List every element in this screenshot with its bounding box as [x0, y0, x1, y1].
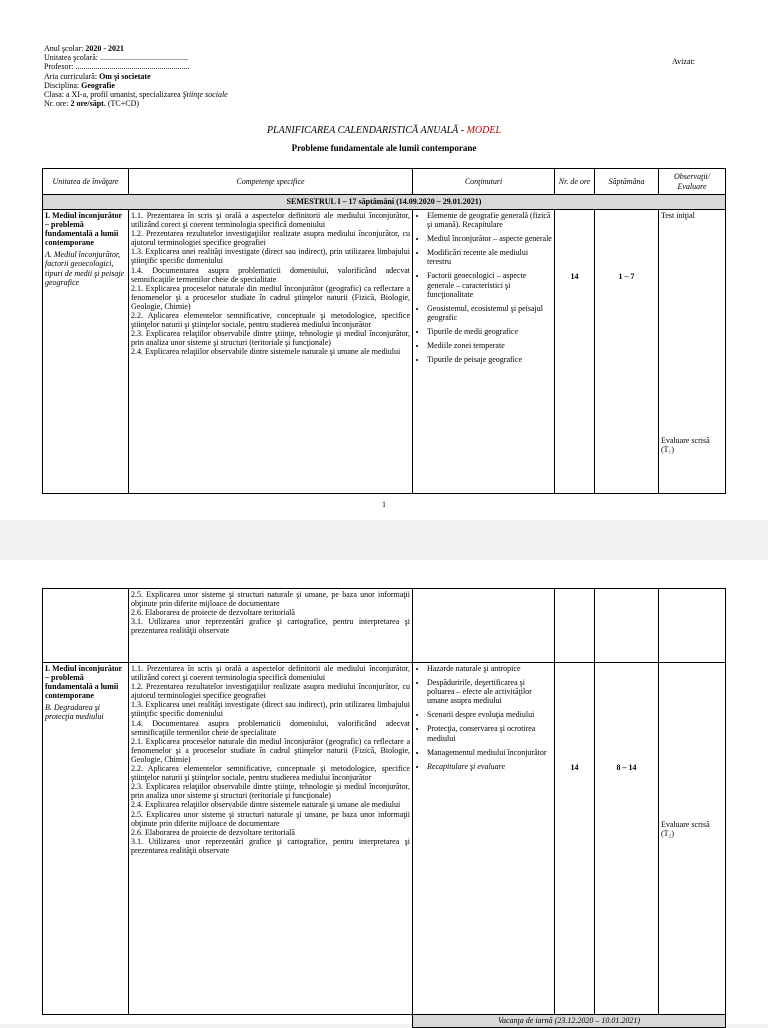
col-header-contents: Conţinuturi — [413, 169, 555, 195]
content-item: • Hazarde naturale şi antropice — [427, 664, 552, 673]
table-header-row — [43, 169, 726, 195]
competency-item: 2.3. Explicarea relaţiilor observabile dintre ştiinţe, tehnologie şi mediul înconjurător, prin analiza unor sisteme şi structuri (teritoriale şi funcţionale) — [131, 329, 410, 348]
competency-item: 1.4. Documentarea asupra problematicii domeniului, valorificând adecvat semnificaţiile termenilor cheie de specialitate — [131, 718, 410, 737]
col-header-hours: Nr. de ore — [555, 169, 595, 195]
competency-item: 2.1. Explicarea proceselor naturale din mediul înconjurător (geografic) ca reflectare a fenomenelor şi a proceselor studiate în cadrul ştiinţelor naturii (Fizică, Biologie, Geologie, Chimie) — [131, 283, 410, 311]
model-label: MODEL — [466, 125, 502, 136]
unit-title: I. Mediul înconjurător – problemă fundamentală a lumii contemporane — [45, 664, 122, 701]
content-item: • Tipurile de medii geografice — [427, 327, 552, 336]
content-item: • Mediul înconjurător – aspecte generale — [427, 234, 552, 243]
curricular-area: Aria curriculară: Om şi societate — [44, 71, 151, 81]
page-title: PLANIFICAREA CALENDARISTICĂ ANUALĂ - MODEL — [266, 125, 502, 136]
content-item: • Geosistemul, ecosistemul şi peisajul geografic — [427, 304, 552, 322]
hours-info: Nr. ore: 2 ore/săpt. (TC+CD) — [44, 99, 140, 109]
competency-item: 2.1. Explicarea proceselor naturale din mediul înconjurător (geografic) ca reflectare a fenomenelor şi a proceselor studiate în cadrul ştiinţelor naturii (Fizică, Biologie, Geologie, Chimie) — [131, 736, 410, 764]
contents-cell — [413, 210, 555, 494]
competency-item: 3.1. Utilizarea unor reprezentări grafice şi cartografice, pentru interpretarea şi prezentarea realităţii observate — [131, 836, 410, 855]
page-subtitle: Probleme fundamentale ale lumii contemporane — [291, 143, 477, 153]
page-number: 1 — [382, 500, 386, 509]
table-row — [43, 589, 726, 663]
competency-item: 1.2. Prezentarea rezultatelor investigaţiilor realizate asupra mediului înconjurător, cu ajutorul terminologiei specifice geografiei — [131, 229, 410, 248]
initial-test: Test iniţial — [661, 211, 695, 220]
discipline: Disciplina: Geografie — [44, 80, 115, 90]
approval-label: Avizat: — [672, 57, 695, 66]
content-item: • Managementul mediului înconjurător — [427, 748, 552, 757]
semester-row — [43, 195, 726, 210]
col-header-week: Săptămâna — [595, 169, 659, 195]
competency-item: 1.1. Prezentarea în scris şi orală a aspectelor definitorii ale mediului înconjurător, utilizând corect şi coerent terminologia specifică domeniului — [131, 664, 410, 683]
unit-title: I. Mediul înconjurător – problemă fundamentală a lumii contemporane — [45, 211, 122, 248]
competency-item: 1.2. Prezentarea rezultatelor investigaţiilor realizate asupra mediului înconjurător, cu ajutorul terminologiei specifice geografiei — [131, 682, 410, 701]
teacher: Profesor: ......................................................... — [44, 62, 190, 72]
competency-item: 2.4. Explicarea relaţiilor observabile dintre sistemele naturale şi umane ale mediului — [131, 800, 401, 810]
unit-cell — [43, 663, 129, 1015]
content-item: • Despăduririle, deşertificarea şi poluarea – efecte ale activităţilor umane asupra mediului — [427, 678, 552, 705]
class-info: Clasa: a XI-a, profil umanist, specializarea Ştiinţe sociale — [44, 90, 228, 100]
week-cell: 1 – 7 — [595, 210, 659, 494]
content-item: • Protecţia, conservarea şi ocrotirea mediului — [427, 724, 552, 742]
unit-subtitle: A. Mediul înconjurător, factorii geoecologici, tipuri de medii şi peisaje geografice — [45, 250, 125, 287]
competency-item: 2.2. Aplicarea elementelor semnificative, conceptuale şi metodologice, specifice ştiinţelor naturii şi ştiinţelor sociale, pentru studierea mediului înconjurător — [131, 764, 410, 783]
observations-cell — [659, 589, 726, 663]
competency-item: 2.3. Explicarea relaţiilor observabile dintre ştiinţe, tehnologie şi mediul înconjurător, prin analiza unor sisteme şi structuri (teritoriale şi funcţionale) — [131, 782, 410, 801]
content-item: • Factorii geoecologici – aspecte generale – caracteristici şi funcţionalitate — [427, 271, 552, 298]
competency-item: 2.6. Elaborarea de proiecte de dezvoltare teritorială — [131, 827, 295, 837]
table-row — [43, 663, 726, 1015]
content-item: • Elemente de geografie generală (fizică şi umană). Recapitulare — [427, 211, 552, 229]
planning-table-continued — [42, 588, 726, 1015]
evaluation: Evaluare scrisă (T₁) — [661, 436, 710, 455]
competencies-cell — [129, 663, 413, 1015]
hours-cell — [555, 589, 595, 663]
week-cell: 8 – 14 — [595, 663, 659, 1015]
observations-cell — [659, 210, 726, 494]
competency-item: 1.1. Prezentarea în scris şi orală a aspectelor definitorii ale mediului înconjurător, utilizând corect şi coerent terminologia specifică domeniului — [131, 211, 410, 230]
contents-cell — [413, 663, 555, 1015]
vacation-row: Vacanţa de iarnă (23.12.2020 – 10.01.2021) — [412, 1014, 726, 1028]
competency-item: 1.4. Documentarea asupra problematicii domeniului, valorificând adecvat semnificaţiile termenilor cheie de specialitate — [131, 265, 410, 284]
competency-item: 2.6. Elaborarea de proiecte de dezvoltare teritorială — [131, 608, 295, 618]
col-header-unit: Unitatea de învăţare — [43, 169, 129, 195]
competency-item: 2.4. Explicarea relaţiilor observabile dintre sistemele naturale şi umane ale mediului — [131, 347, 401, 357]
planning-table — [42, 168, 726, 494]
competency-item: 3.1. Utilizarea unor reprezentări grafice şi cartografice, pentru interpretarea şi prezentarea realităţii observate — [131, 617, 410, 636]
col-header-competencies: Competenţe specifice — [129, 169, 413, 195]
hours-cell: 14 — [555, 663, 595, 1015]
document-header — [44, 44, 228, 108]
week-cell — [595, 589, 659, 663]
contents-cell — [413, 589, 555, 663]
observations-cell — [659, 663, 726, 1015]
school-year: Anul şcolar: 2020 - 2021 — [44, 44, 124, 53]
evaluation: Evaluare scrisă (T₂) — [661, 820, 710, 839]
col-header-observations: Observaţii/ Evaluare — [659, 169, 726, 195]
content-item: • Modificări recente ale mediului terestru — [427, 248, 552, 266]
content-item: • Tipurile de peisaje geografice — [427, 355, 552, 364]
competencies-cell — [129, 210, 413, 494]
competency-item: 2.5. Explicarea unor sisteme şi structuri naturale şi umane, pe baza unor informaţii obţinute prin diferite mijloace de documentare — [131, 590, 410, 609]
unit-cell — [43, 210, 129, 494]
semester-label: SEMESTRUL I – 17 săptămâni (14.09.2020 – 29.01.2021) — [43, 195, 726, 210]
competency-item: 2.2. Aplicarea elementelor semnificative, conceptuale şi metodologice, specifice ştiinţelor naturii şi ştiinţelor sociale, pentru studierea mediului înconjurător — [131, 311, 410, 330]
competencies-cell — [129, 589, 413, 663]
content-item: • Scenarii despre evoluţia mediului — [427, 710, 552, 719]
content-item: • Mediile zonei temperate — [427, 341, 552, 350]
competency-item: 1.3. Explicarea unei realităţi investigate (direct sau indirect), prin utilizarea limbajului ştiinţific specific domeniului — [131, 700, 410, 719]
competency-item: 1.3. Explicarea unei realităţi investigate (direct sau indirect), prin utilizarea limbajului ştiinţific specific domeniului — [131, 247, 410, 266]
hours-cell: 14 — [555, 210, 595, 494]
content-item: • Recapitulare şi evaluare — [427, 762, 552, 771]
competency-item: 2.5. Explicarea unor sisteme şi structuri naturale şi umane, pe baza unor informaţii obţinute prin diferite mijloace de documentare — [131, 809, 410, 828]
school-unit: Unitatea şcolară: ............................................ — [44, 53, 188, 63]
unit-subtitle: B. Degradarea şi protecţia mediului — [45, 703, 104, 722]
table-row — [43, 210, 726, 494]
unit-cell — [43, 589, 129, 663]
